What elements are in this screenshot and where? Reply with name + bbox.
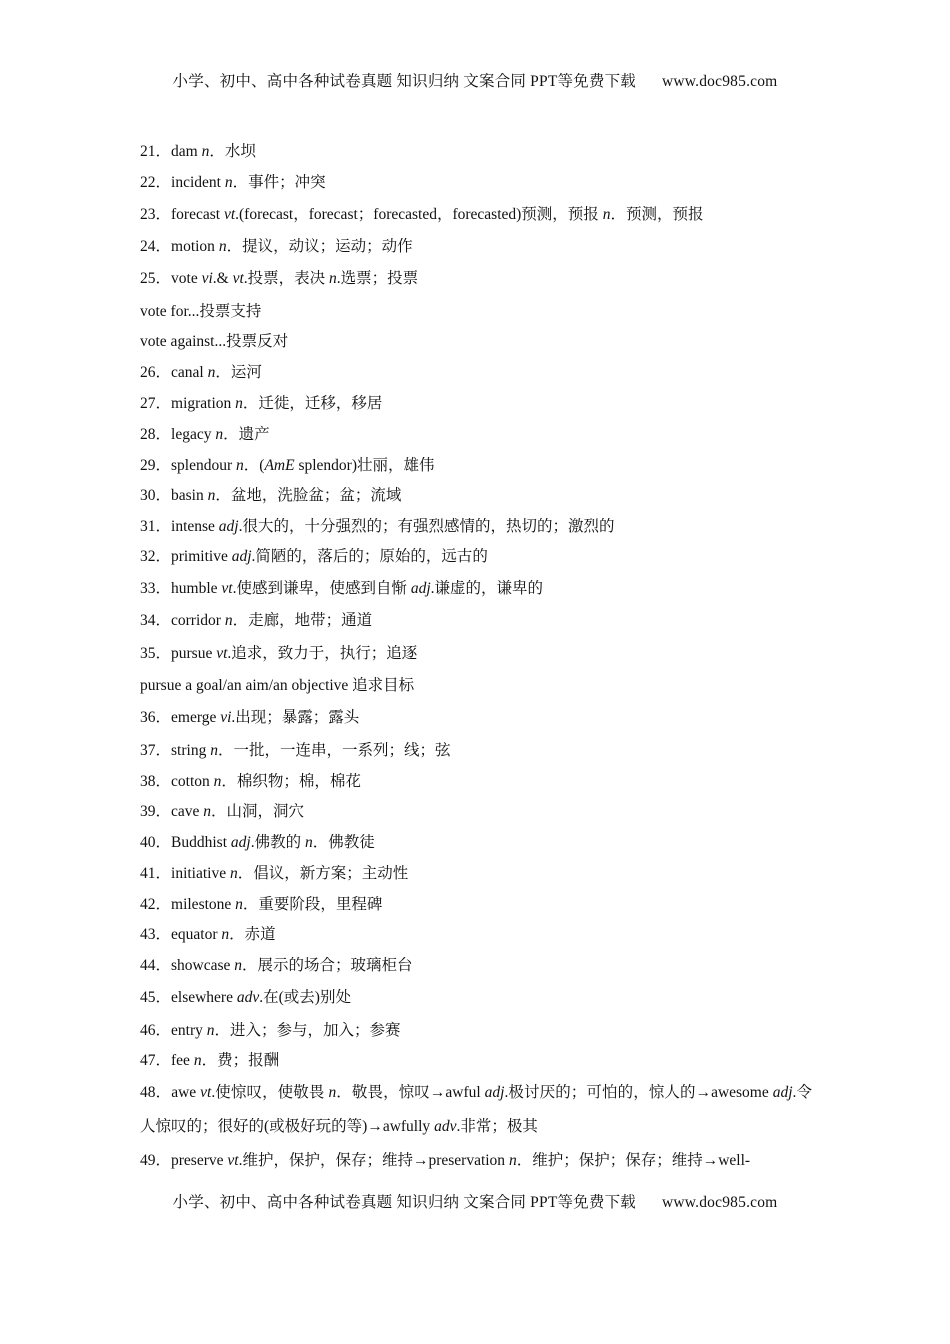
entry-number: 26． [140,364,172,381]
vocab-entry [140,1051,279,1071]
part-of-speech: n [218,238,227,255]
entry-text: pursue a goal/an aim/an objective 追求目标 [140,677,415,694]
entry-text: ．走廊，地带；通道 [232,612,373,629]
entry-number: 25． [140,270,172,287]
entry-number: 24． [140,238,172,255]
part-of-speech: n [207,364,216,381]
footer-text: 小学、初中、高中各种试卷真题 知识归纳 文案合同 PPT等免费下载 [172,1194,636,1211]
part-of-speech: n [210,742,218,759]
entry-text: .使惊叹，使敬畏 [211,1084,329,1101]
entry-text: fee [171,1052,194,1069]
part-of-speech: n [207,487,216,504]
entry-text: primitive [171,548,232,565]
entry-text: cotton [171,773,214,790]
entry-text: .使感到谦卑，使感到自惭 [232,580,411,597]
entry-number: 32． [140,548,172,565]
vocab-entry [140,925,276,945]
entry-text: dam [171,143,202,160]
part-of-speech: n [215,426,224,443]
entry-text: .投票，表决 [243,270,330,287]
entry-text: ．棉织物；棉，棉花 [221,773,361,790]
entry-text: ．水坝 [209,143,256,160]
entry-text: awe [171,1084,201,1101]
vocab-entry [140,142,256,162]
vocab-entry [140,864,408,884]
vocab-entry [140,205,703,225]
vocab-entry [140,1021,401,1041]
entry-text: emerge [171,709,221,726]
entry-text: cave [171,803,204,820]
entry-text: migration [171,395,236,412]
entry-number: 45． [140,989,172,1006]
header-url: www.doc985.com [661,73,778,90]
entry-number: 33． [140,580,172,597]
running-header [0,69,950,91]
vocab-entry [140,676,414,696]
vocab-entry [140,1076,812,1144]
vocab-entry [140,895,382,915]
vocab-entry [140,269,418,289]
entry-number: 44． [140,957,172,974]
part-of-speech: vt [216,645,228,662]
part-of-speech: n [304,834,313,851]
vocab-entry [140,456,435,476]
entry-text: .极讨厌的；可怕的，惊人的→awesome [504,1084,773,1101]
vocab-entry [140,956,413,976]
vocab-entry [140,173,326,193]
entry-text: .追求，致力于，执行；追逐 [227,645,418,662]
entry-text: ．重要阶段，里程碑 [242,896,383,913]
entry-number: 49． [140,1152,172,1169]
entry-text: splendour [171,457,237,474]
vocab-entry [140,547,488,567]
part-of-speech: vt [200,1084,212,1101]
entry-text: .在(或去)别处 [259,989,351,1006]
entry-number: 42． [140,896,172,913]
part-of-speech: AmE [264,457,295,474]
part-of-speech: n [328,1084,337,1101]
entry-text: .& [212,270,233,287]
vocab-entry [140,302,261,322]
entry-text: splendor)壮丽，雄伟 [294,457,435,474]
entry-number: 37． [140,742,172,759]
entry-text: ．盆地，洗脸盆；盆；流域 [215,487,402,504]
vocab-entry [140,363,262,383]
entry-text: ．事件；冲突 [232,174,326,191]
entry-text: motion [171,238,219,255]
part-of-speech: n [329,270,337,287]
part-of-speech: vi [220,709,232,726]
entry-text: .简陋的，落后的；原始的，远古的 [251,548,488,565]
entry-number: 21． [140,143,172,160]
entry-text: ．一批，一连串，一系列；线；弦 [217,742,451,759]
entry-text: basin [171,487,208,504]
entry-text: ．费；报酬 [201,1052,280,1069]
footer-url: www.doc985.com [661,1194,778,1211]
entry-text: Buddhist [171,834,231,851]
entry-text: ．预测，预报 [610,206,704,223]
part-of-speech: n [602,206,611,223]
entry-number: 30． [140,487,172,504]
entry-text: .非常；极其 [456,1118,538,1135]
entry-number: 39． [140,803,172,820]
part-of-speech: adj [484,1084,505,1101]
entry-text: equator [171,926,222,943]
entry-text: incident [171,174,225,191]
part-of-speech: adj [230,834,251,851]
entry-text: entry [171,1022,207,1039]
entry-text: initiative [171,865,230,882]
entry-number: 31． [140,518,172,535]
part-of-speech: n [224,174,233,191]
part-of-speech: n [230,865,238,882]
part-of-speech: vt [223,206,236,223]
header-text: 小学、初中、高中各种试卷真题 知识归纳 文案合同 PPT等免费下载 [172,73,636,90]
entry-text: forecast [171,206,224,223]
entry-number: 46． [140,1022,172,1039]
entry-number: 29． [140,457,172,474]
entry-text: vote [171,270,202,287]
entry-text: preserve [171,1152,228,1169]
entry-text: ．佛教徒 [312,834,375,851]
vocab-entry [140,332,288,352]
part-of-speech: vt [227,1152,239,1169]
entry-text: ．赤道 [229,926,276,943]
entry-text: pursue [171,645,217,662]
vocab-entry [140,1151,750,1171]
entry-number: 27． [140,395,172,412]
vocab-entry [140,579,543,599]
entry-text: ．山洞，洞穴 [211,803,305,820]
entry-text: intense [171,518,219,535]
entry-text: milestone [171,896,236,913]
entry-text: .维护，保护，保存；维持→preservation [238,1152,509,1169]
vocab-entry [140,772,361,792]
part-of-speech: adv [434,1118,457,1135]
part-of-speech: vt [221,580,233,597]
vocab-entry [140,425,270,445]
part-of-speech: n [236,457,244,474]
part-of-speech: n [235,896,243,913]
entry-text: ．展示的场合；玻璃柜台 [242,957,413,974]
entry-text: ．迁徙，迁移，移居 [242,395,383,412]
entry-text: .(forecast，forecast；forecasted，forecasted)预测，预报 [235,206,603,223]
entry-number: 43． [140,926,172,943]
part-of-speech: adv [236,989,260,1006]
vocab-entry [140,708,359,728]
vocab-entry [140,833,375,853]
part-of-speech: n [193,1052,202,1069]
entry-text: ．遗产 [223,426,270,443]
entry-text: .佛教的 [250,834,305,851]
vocab-entry [140,237,413,257]
vocab-entry [140,644,417,664]
entry-number: 28． [140,426,172,443]
vocab-entry [140,486,401,506]
part-of-speech: n [206,1022,215,1039]
part-of-speech: n [234,957,243,974]
entry-text: ．提议，动议；运动；动作 [226,238,413,255]
entry-text: vote against...投票反对 [140,333,289,350]
entry-text: .谦虚的，谦卑的 [430,580,544,597]
entry-text: corridor [171,612,225,629]
entry-text: ．运河 [215,364,262,381]
entry-text: legacy [171,426,216,443]
part-of-speech: n [508,1152,517,1169]
vocab-entry [140,394,382,414]
running-footer [0,1190,950,1212]
part-of-speech: n [201,143,210,160]
entry-text: .出现；暴露；露头 [231,709,360,726]
part-of-speech: adj [772,1084,793,1101]
entry-number: 35． [140,645,172,662]
entry-number: 23． [140,206,172,223]
part-of-speech: n [224,612,233,629]
part-of-speech: vt [232,270,244,287]
entry-text: ．( [243,457,265,474]
entry-text: .令人惊叹的；很好的(或极好玩的等)→awfully [140,1084,813,1135]
entry-number: 36． [140,709,172,726]
entry-number: 47． [140,1052,172,1069]
entry-text: .选票；投票 [336,270,419,287]
part-of-speech: n [235,395,243,412]
entry-number: 22． [140,174,172,191]
entry-number: 48． [140,1084,172,1101]
entry-text: .很大的，十分强烈的；有强烈感情的，热切的；激烈的 [238,518,615,535]
part-of-speech: n [203,803,212,820]
entry-text: canal [171,364,208,381]
entry-text: ．进入；参与，加入；参赛 [214,1022,401,1039]
entry-number: 34． [140,612,172,629]
part-of-speech: adj [231,548,252,565]
entry-text: elsewhere [171,989,237,1006]
entry-text: ．维护；保护；保存；维持→well- [516,1152,751,1169]
entry-text: vote for...投票支持 [140,303,262,320]
vocab-entry [140,741,450,761]
part-of-speech: n [213,773,222,790]
entry-text: humble [171,580,222,597]
entry-number: 38． [140,773,172,790]
vocab-entry [140,802,304,822]
part-of-speech: adj [218,518,239,535]
vocab-entry [140,988,351,1008]
part-of-speech: adj [410,580,431,597]
vocab-entry [140,517,615,537]
vocab-entry [140,611,372,631]
entry-number: 41． [140,865,172,882]
entry-text: ．倡议，新方案；主动性 [237,865,409,882]
entry-text: ．敬畏，惊叹→awful [336,1084,485,1101]
part-of-speech: vi [201,270,213,287]
part-of-speech: n [221,926,230,943]
entry-text: string [171,742,211,759]
entry-number: 40． [140,834,172,851]
entry-text: showcase [171,957,235,974]
